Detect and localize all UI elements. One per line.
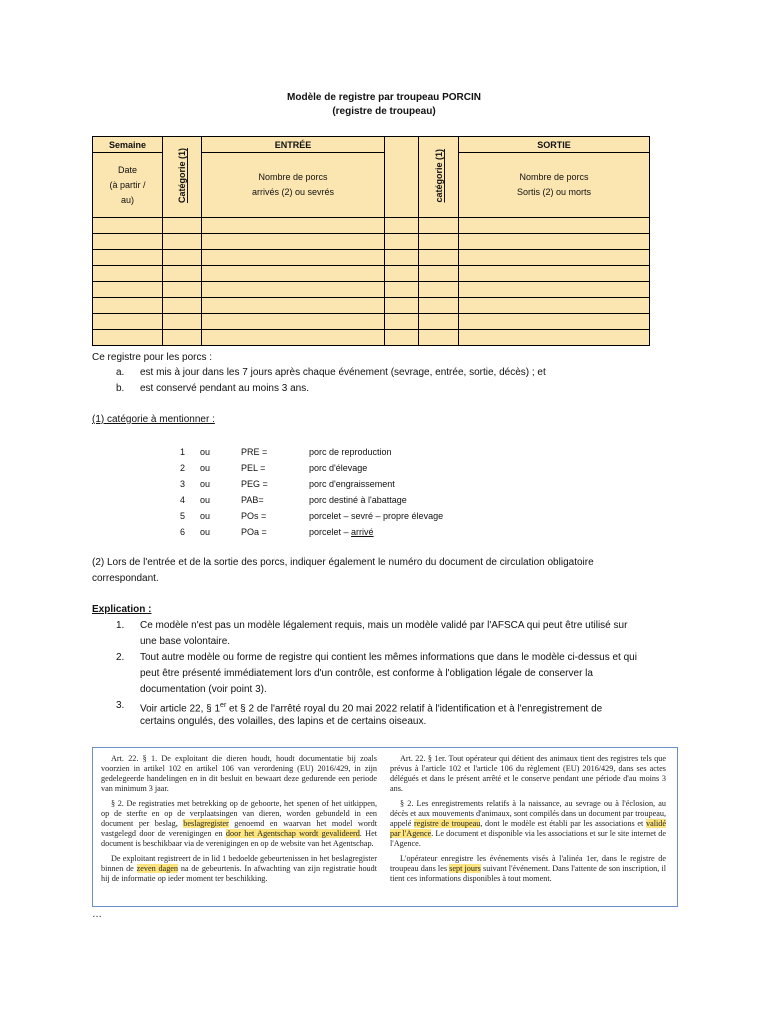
legal-excerpt (92, 747, 678, 907)
intro-item-a: est mis à jour dans les 7 jours après chaque événement (sevrage, entrée, sortie, décès) ; et (140, 367, 546, 378)
category-desc: porc destiné à l'abattage (309, 495, 407, 505)
category-ou: ou (200, 527, 211, 537)
category-code: POs = (241, 511, 267, 521)
document-subtitle: (registre de troupeau) (332, 106, 436, 117)
category-desc: porcelet – arrivé (309, 527, 374, 537)
explication-heading: Explication : (92, 604, 152, 615)
intro-marker-a: a. (116, 367, 125, 378)
table-row (93, 234, 650, 250)
explication-item-2-l3: documentation (voir point 3). (140, 684, 267, 695)
category-code: POa = (241, 527, 267, 537)
table-row (93, 266, 650, 282)
table-row (93, 298, 650, 314)
excerpt-dutch (101, 754, 377, 889)
category-code: PEG = (241, 479, 268, 489)
excerpt-fr-p1: Art. 22. § 1er. Tout opérateur qui détient des animaux tient des registres tels que prévus à l'article 102 et l'article 106 du règlement (EU) 2016/429, dans ses actes délégués et dans le présent arrêté et le conserve pendant une période d'au moins 3 ans. (390, 754, 666, 793)
excerpt-french (390, 754, 666, 889)
register-table (92, 136, 650, 346)
excerpt-fr-p2: § 2. Les enregistrements relatifs à la naissance, au sevrage ou à l'éclosion, au décès et aux mouvements d'animaux, sont compilés dans un document par troupeau, appelé registre de troupeau, dont le modèle est établi par les associations et validé par l'Agence. Le document et disponible via les associations et sur le site internet de l'Agence. (390, 799, 666, 848)
header-categorie-entree: Catégorie (1) (163, 137, 202, 218)
header-entree: ENTRÉE (202, 137, 385, 153)
category-num: 3 (180, 479, 186, 489)
explication-item-1-l1: Ce modèle n'est pas un modèle légalement requis, mais un modèle validé par l'AFSCA qui peut être utilisé sur (140, 620, 628, 631)
excerpt-nl-p3: De exploitant registreert de in lid 1 bedoelde gebeurtenissen in het beslagregister binnen de zeven dagen na de gebeurtenis. In afwachting van zijn registratie houdt hij de informatie op ieder moment ter beschikking. (101, 854, 378, 883)
document-title: Modèle de registre par troupeau PORCIN (287, 92, 481, 103)
note2-line1: (2) Lors de l'entrée et de la sortie des porcs, indiquer également le numéro du document de circulation obligatoire (92, 557, 594, 568)
table-row (93, 330, 650, 346)
category-ou: ou (200, 463, 211, 473)
intro-lead: Ce registre pour les porcs : (92, 352, 213, 363)
intro-item-b: est conservé pendant au moins 3 ans. (140, 383, 309, 394)
table-row (93, 282, 650, 298)
header-date: Date (à partir / au) (93, 153, 163, 218)
explication-item-2-l1: Tout autre modèle ou forme de registre qui contient les mêmes informations que dans le modèle ci-dessus et qui (140, 652, 637, 663)
explication-item-3-l1: Voir article 22, § 1er et § 2 de l'arrêté royal du 20 mai 2022 relatif à l'identification et à l'enregistrement de (140, 702, 603, 715)
category-code: PRE = (241, 447, 268, 457)
header-sortie: SORTIE (459, 137, 650, 153)
intro-marker-b: b. (116, 383, 125, 394)
note2-line2: correspondant. (92, 573, 159, 584)
explication-marker-3: 3. (116, 700, 125, 711)
header-semaine: Semaine (93, 137, 163, 153)
category-num: 4 (180, 495, 186, 505)
explication-marker-1: 1. (116, 620, 125, 631)
category-desc: porc de reproduction (309, 447, 392, 457)
explication-item-2-l2: peut être présenté immédiatement lors d'un contrôle, est conforme à l'obligation légale de conserver la (140, 668, 593, 679)
category-ou: ou (200, 495, 211, 505)
category-desc: porc d'engraissement (309, 479, 395, 489)
table-row (93, 250, 650, 266)
category-num: 6 (180, 527, 186, 537)
explication-marker-2: 2. (116, 652, 125, 663)
excerpt-nl-p2: § 2. De registraties met betrekking op de geboorte, het spenen of het uitkippen, op de sterfte en op de verplaatsingen van dieren, worden gebundeld in een document per beslag, beslagregister genoemd en waarvan het model wordt vastgelegd door de verenigingen en door het Agentschap wordt gevalideerd. Het document is beschikbaar via de verenigingen en op de website van het Agentschap. (101, 799, 378, 848)
category-ou: ou (200, 479, 211, 489)
header-nombre-sortie: Nombre de porcs Sortis (2) ou morts (459, 153, 650, 218)
excerpt-fr-p3: L'opérateur enregistre les événements visés à l'alinéa 1er, dans le registre de troupeau dans les sept jours suivant l'événement. Dans l'attente de son inscription, il tient ces informations disponibles à tout moment. (390, 854, 666, 883)
category-ou: ou (200, 447, 211, 457)
excerpt-nl-p1: Art. 22. § 1. De exploitant die dieren houdt, houdt documentatie bij zoals voorzien in artikel 102 en artikel 106 van verordening (EU) 2016/429, in zijn gedelegeerde handelingen en in dit besluit en bewaart deze gedurende een periode van minimum 3 jaar. (101, 754, 377, 793)
category-desc: porc d'élevage (309, 463, 368, 473)
table-row (93, 314, 650, 330)
category-code: PAB= (241, 495, 264, 505)
category-num: 5 (180, 511, 186, 521)
category-ou: ou (200, 511, 211, 521)
table-header-row (93, 137, 650, 153)
header-nombre-entree: Nombre de porcs arrivés (2) ou sevrés (202, 153, 385, 218)
category-desc: porcelet – sevré – propre élevage (309, 511, 444, 521)
category-num: 2 (180, 463, 186, 473)
header-empty (385, 137, 419, 218)
table-row (93, 218, 650, 234)
explication-item-3-l2: certains ongulés, des volailles, des lapins et de certains oiseaux. (140, 716, 427, 727)
explication-item-1-l2: une base volontaire. (140, 636, 231, 647)
header-categorie-sortie: catégorie (1) (419, 137, 459, 218)
category-code: PEL = (241, 463, 266, 473)
ellipsis: … (92, 909, 102, 920)
category-num: 1 (180, 447, 186, 457)
categories-heading: (1) catégorie à mentionner : (92, 414, 215, 425)
